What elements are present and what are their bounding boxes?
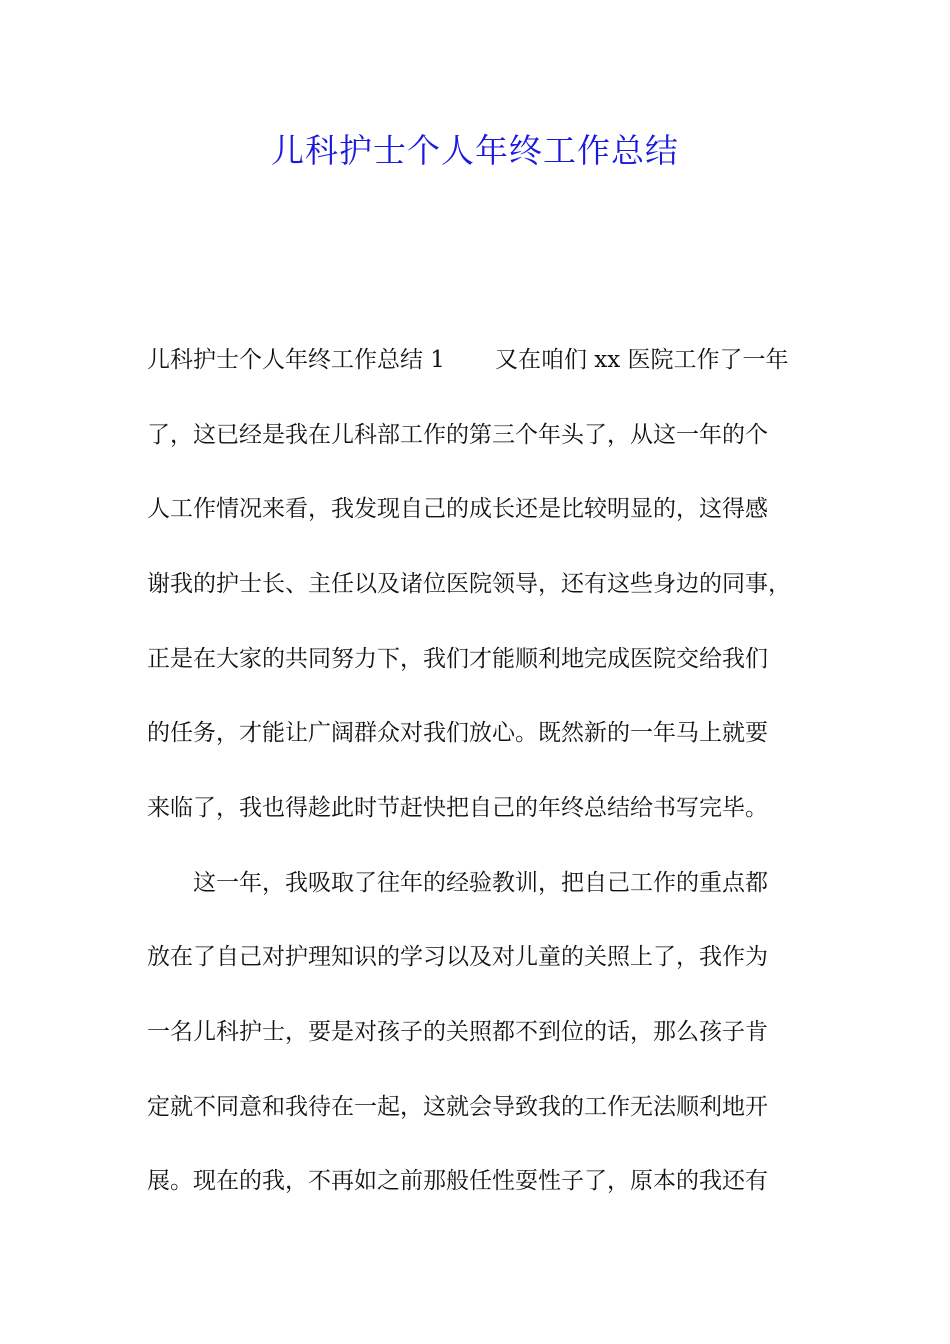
paragraph-line-4: 谢我的护士长、主任以及诸位医院领导，还有这些身边的同事， [147, 571, 791, 597]
paragraph-line-2: 了，这已经是我在儿科部工作的第三个年头了，从这一年的个 [147, 422, 768, 448]
paragraph-line-5: 正是在大家的共同努力下，我们才能顺利地完成医院交给我们 [147, 646, 768, 672]
paragraph-line-11: 定就不同意和我待在一起，这就会导致我的工作无法顺利地开 [147, 1094, 768, 1120]
paragraph-line-3: 人工作情况来看，我发现自己的成长还是比较明显的，这得感 [147, 496, 768, 522]
paragraph-line-6: 的任务，才能让广阔群众对我们放心。既然新的一年马上就要 [147, 720, 768, 746]
paragraph-text: 又在咱们 xx 医院工作了一年 [494, 347, 789, 373]
section-heading: 儿科护士个人年终工作总结 1 [147, 347, 445, 373]
document-title: 儿科护士个人年终工作总结 [271, 131, 679, 170]
paragraph-line-1 [147, 345, 827, 375]
paragraph-line-12: 展。现在的我，不再如之前那般任性耍性子了，原本的我还有 [147, 1168, 768, 1194]
paragraph-line-7: 来临了，我也得趁此时节赶快把自己的年终总结给书写完毕。 [147, 795, 768, 821]
paragraph-line-9: 放在了自己对护理知识的学习以及对儿童的关照上了，我作为 [147, 944, 768, 970]
paragraph-line-8: 这一年，我吸取了往年的经验教训，把自己工作的重点都 [193, 870, 768, 896]
paragraph-line-10: 一名儿科护士，要是对孩子的关照都不到位的话，那么孩子肯 [147, 1019, 768, 1045]
